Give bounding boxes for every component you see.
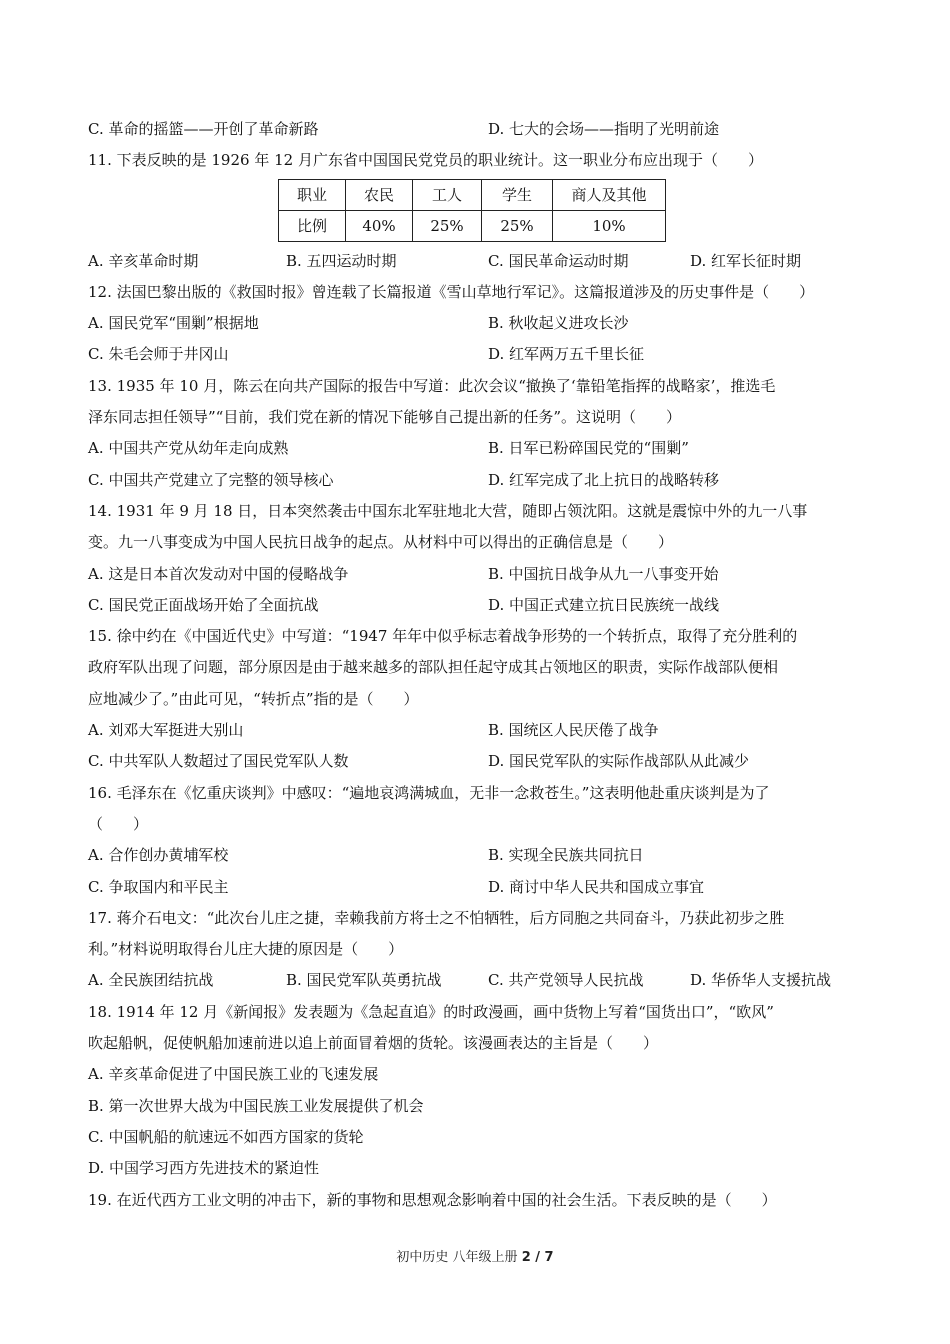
q19-stem: 19. 在近代西方工业文明的冲击下，新的事物和思想观念影响着中国的社会生活。下表反映的是（ ） <box>88 1190 777 1209</box>
q12-options-row-2 <box>88 339 864 370</box>
q16-options-row-1 <box>88 840 864 871</box>
table-cell: 职业 <box>279 179 346 210</box>
q11-option-c[interactable]: C. 国民革命运动时期 <box>488 251 629 270</box>
q14-stem-line-1: 14. 1931 年 9 月 18 日，日本突然袭击中国东北军驻地北大营，随即占领沈阳。这就是震惊中外的九一八事 <box>88 501 808 520</box>
table-cell: 学生 <box>482 179 553 210</box>
q17-stem-line-1: 17. 蒋介石电文：“此次台儿庄之捷，幸赖我前方将士之不怕牺牲，后方同胞之共同奋斗，乃获此初步之胜 <box>88 908 785 927</box>
q11-stem: 11. 下表反映的是 1926 年 12 月广东省中国国民党党员的职业统计。这一职业分布应出现于（ ） <box>88 151 763 170</box>
q14-stem-line-2: 变。九一八事变成为中国人民抗日战争的起点。从材料中可以得出的正确信息是（ ） <box>88 533 674 552</box>
q14-options-row-1 <box>88 559 864 590</box>
q10-option-d[interactable]: D. 七大的会场——指明了光明前途 <box>488 120 720 138</box>
q11-option-d[interactable]: D. 红军长征时期 <box>690 251 802 270</box>
q12-option-b[interactable]: B. 秋收起义进攻长沙 <box>488 314 629 333</box>
q16-options-row-2 <box>88 872 864 903</box>
q15-option-c[interactable]: C. 中共军队人数超过了国民党军队人数 <box>88 752 349 771</box>
q15-option-b[interactable]: B. 国统区人民厌倦了战争 <box>488 721 659 740</box>
q12-option-c[interactable]: C. 朱毛会师于井冈山 <box>88 345 229 364</box>
q15-stem-line-3: 应地减少了。”由此可见，“转折点”指的是（ ） <box>88 689 419 708</box>
q13-option-a[interactable]: A. 中国共产党从幼年走向成熟 <box>88 439 289 458</box>
q14-option-b[interactable]: B. 中国抗日战争从九一八事变开始 <box>488 564 719 583</box>
q11-option-b[interactable]: B. 五四运动时期 <box>286 251 397 270</box>
table-row <box>279 210 666 241</box>
q17-option-d[interactable]: D. 华侨华人支援抗战 <box>690 971 832 990</box>
page-number: 2 / 7 <box>521 1250 554 1265</box>
q17-option-b[interactable]: B. 国民党军队英勇抗战 <box>286 971 442 990</box>
table-cell: 25% <box>413 210 482 241</box>
q15-stem-line-2: 政府军队出现了问题，部分原因是由于越来越多的部队担任起守成其占领地区的职责，实际作战部队便相 <box>88 658 779 677</box>
table-cell: 25% <box>482 210 553 241</box>
q16-option-d[interactable]: D. 商讨中华人民共和国成立事宜 <box>488 877 705 896</box>
q12-stem: 12. 法国巴黎出版的《救国时报》曾连载了长篇报道《雪山草地行军记》。这篇报道涉及的历史事件是（ ） <box>88 282 815 301</box>
table-cell: 商人及其他 <box>553 179 666 210</box>
q13-stem-line-1: 13. 1935 年 10 月，陈云在向共产国际的报告中写道：此次会议“撤换了‘靠铅笔指挥的战略家’，推选毛 <box>88 376 776 395</box>
q12-option-a[interactable]: A. 国民党军“围剿”根据地 <box>88 314 259 333</box>
page-footer <box>0 1246 950 1265</box>
q10-options-row <box>88 114 864 145</box>
q13-options-row-2 <box>88 465 864 496</box>
q16-option-a[interactable]: A. 合作创办黄埔军校 <box>88 846 229 865</box>
q11-option-a[interactable]: A. 辛亥革命时期 <box>88 251 199 270</box>
table-cell: 农民 <box>346 179 413 210</box>
q13-option-b[interactable]: B. 日军已粉碎国民党的“围剿” <box>488 439 689 458</box>
exam-page <box>88 114 864 1216</box>
q14-option-d[interactable]: D. 中国正式建立抗日民族统一战线 <box>488 595 720 614</box>
q15-option-d[interactable]: D. 国民党军队的实际作战部队从此减少 <box>488 752 750 771</box>
q12-option-d[interactable]: D. 红军两万五千里长征 <box>488 345 645 364</box>
q13-options-row-1 <box>88 433 864 464</box>
q15-options-row-2 <box>88 746 864 777</box>
table-cell: 40% <box>346 210 413 241</box>
q17-options-row <box>88 965 864 996</box>
q17-stem-line-2: 利。”材料说明取得台儿庄大捷的原因是（ ） <box>88 940 404 959</box>
q14-option-a[interactable]: A. 这是日本首次发动对中国的侵略战争 <box>88 564 349 583</box>
q18-stem-line-1: 18. 1914 年 12 月《新闻报》发表题为《急起直追》的时政漫画，画中货物上写着“国货出口”，“欧风” <box>88 1002 774 1021</box>
q10-option-c[interactable]: C. 革命的摇篮——开创了革命新路 <box>88 120 319 138</box>
table-cell: 10% <box>553 210 666 241</box>
q17-option-a[interactable]: A. 全民族团结抗战 <box>88 971 214 990</box>
q16-stem-line-2: （ ） <box>88 814 149 833</box>
q18-option-d[interactable]: D. 中国学习西方先进技术的紧迫性 <box>88 1159 320 1178</box>
q11-occupation-table <box>278 179 666 242</box>
q16-option-b[interactable]: B. 实现全民族共同抗日 <box>488 846 644 865</box>
q16-stem-line-1: 16. 毛泽东在《忆重庆谈判》中感叹：“遍地哀鸿满城血，无非一念救苍生。”这表明他赴重庆谈判是为了 <box>88 783 770 802</box>
table-row <box>279 179 666 210</box>
q12-options-row-1 <box>88 308 864 339</box>
q14-options-row-2 <box>88 590 864 621</box>
q15-stem-line-1: 15. 徐中约在《中国近代史》中写道：“1947 年年中似乎标志着战争形势的一个转折点，取得了充分胜利的 <box>88 627 798 646</box>
q18-option-b[interactable]: B. 第一次世界大战为中国民族工业发展提供了机会 <box>88 1096 424 1115</box>
table-cell: 比例 <box>279 210 346 241</box>
q13-stem-line-2: 泽东同志担任领导”“目前，我们党在新的情况下能够自己提出新的任务”。这说明（ ） <box>88 408 682 427</box>
q14-option-c[interactable]: C. 国民党正面战场开始了全面抗战 <box>88 595 319 614</box>
q15-option-a[interactable]: A. 刘邓大军挺进大别山 <box>88 721 244 740</box>
footer-label: 初中历史 八年级上册 <box>396 1250 522 1265</box>
q18-stem-line-2: 吹起船帆，促使帆船加速前进以追上前面冒着烟的货轮。该漫画表达的主旨是（ ） <box>88 1034 659 1053</box>
table-cell: 工人 <box>413 179 482 210</box>
q16-option-c[interactable]: C. 争取国内和平民主 <box>88 877 229 896</box>
q15-options-row-1 <box>88 715 864 746</box>
q11-options-row <box>88 246 864 277</box>
q18-option-a[interactable]: A. 辛亥革命促进了中国民族工业的飞速发展 <box>88 1065 379 1084</box>
q13-option-d[interactable]: D. 红军完成了北上抗日的战略转移 <box>488 470 720 489</box>
q17-option-c[interactable]: C. 共产党领导人民抗战 <box>488 971 644 990</box>
q13-option-c[interactable]: C. 中国共产党建立了完整的领导核心 <box>88 470 334 489</box>
q18-option-c[interactable]: C. 中国帆船的航速远不如西方国家的货轮 <box>88 1127 364 1146</box>
